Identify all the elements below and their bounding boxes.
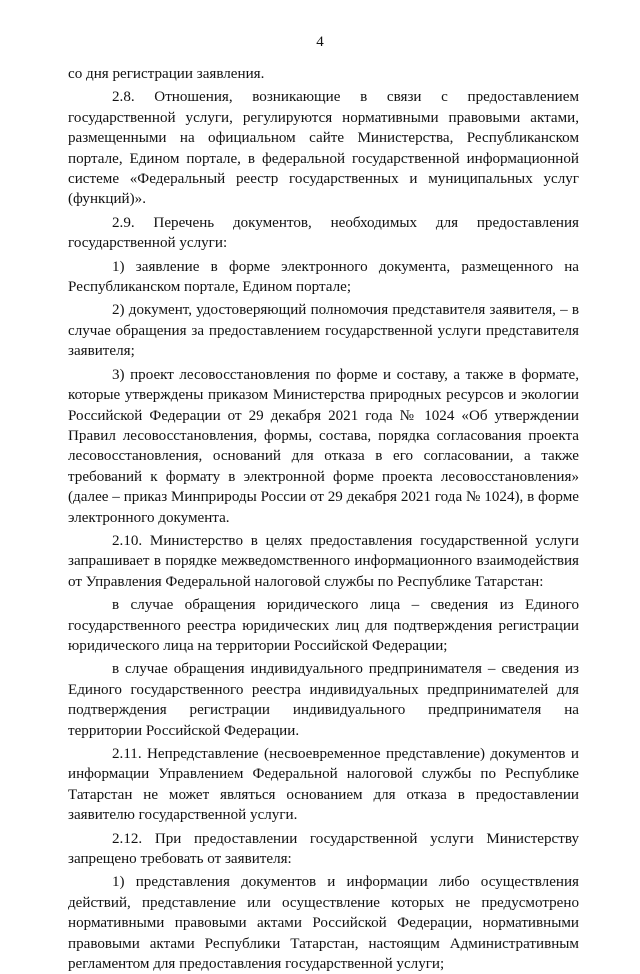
paragraph-2-11: 2.11. Непредставление (несвоевременное представление) документов и информации Управлением Федеральной налоговой службы по Республике Татарстан не может являться основанием для отказа в предоставлении заявителю государственной услуги. (68, 746, 579, 824)
paragraph-2-9: 2.9. Перечень документов, необходимых для предоставления государственной услуги: (68, 214, 579, 252)
list-item-2-9-1: 1) заявление в форме электронного документа, размещенного на Республиканском портале, Едином портале; (68, 258, 579, 296)
paragraph-2-12: 2.12. При предоставлении государственной услуги Министерству запрещено требовать от заявителя: (68, 830, 579, 868)
paragraph-2-10-entrepreneur: в случае обращения индивидуального предпринимателя – сведения из Единого государственного реестра индивидуальных предпринимателей для подтверждения регистрации индивидуального предпринимателя на территории Российской Федерации. (68, 661, 579, 739)
paragraph-2-10-legal-entity: в случае обращения юридического лица – сведения из Единого государственного реестра юридических лиц для подтверждения регистрации юридического лица на территории Российской Федерации; (68, 597, 579, 654)
list-item-2-12-1: 1) представления документов и информации либо осуществления действий, представление или осуществление которых не предусмотрено нормативными правовыми актами Российской Федерации, нормативными правовыми актами Республики Татарстан, настоящим Административным регламентом для предоставления государственной услуги; (68, 874, 579, 973)
paragraph-2-8: 2.8. Отношения, возникающие в связи с предоставлением государственной услуги, регулируются нормативными правовыми актами, размещенными на официальном сайте Министерства, Республиканском портале, Едином портале, в федеральной государственной информационной системе «Федеральный реестр государственных и муниципальных услуг (функций)». (68, 89, 579, 208)
list-item-2-9-3: 3) проект лесовосстановления по форме и составу, а также в формате, которые утверждены приказом Министерства природных ресурсов и экологии Российской Федерации от 29 декабря 2021 года № 1024 «Об утверждении Правил лесовосстановления, формы, состава, порядка согласования проекта лесовосстановления, оснований для отказа в его согласовании, а также требований к формату в электронной форме проекта лесовосстановления» (далее – приказ Минприроды России от 29 декабря 2021 года № 1024), в форме электронного документа. (68, 366, 579, 526)
page-number: 4 (316, 34, 324, 50)
document-body (68, 64, 579, 974)
list-item-2-9-2: 2) документ, удостоверяющий полномочия представителя заявителя, – в случае обращения за предоставлением государственной услуги представителя заявителя; (68, 302, 579, 360)
paragraph-2-10: 2.10. Министерство в целях предоставления государственной услуги запрашивает в порядке межведомственного информационного взаимодействия от Управления Федеральной налоговой службы по Республике Татарстан: (68, 532, 579, 590)
paragraph-continuation: со дня регистрации заявления. (68, 66, 265, 82)
